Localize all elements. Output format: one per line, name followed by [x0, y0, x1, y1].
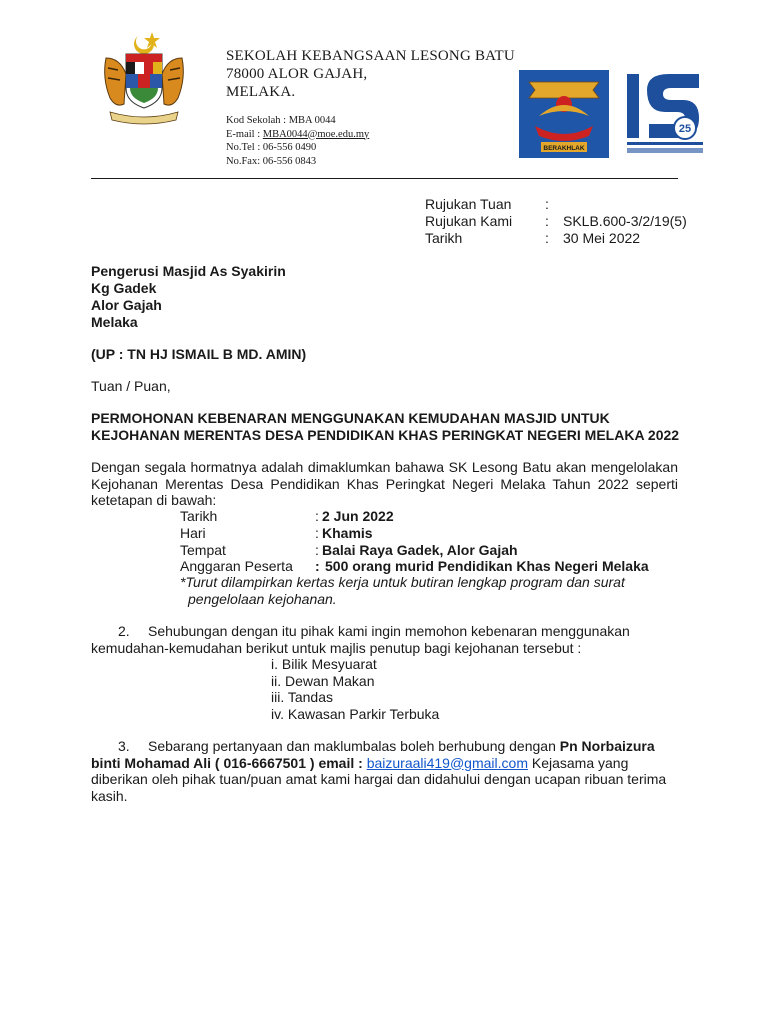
recipient-address [91, 263, 286, 331]
detail-label: Hari [180, 525, 206, 541]
school-email-label: E-mail : [226, 128, 263, 140]
note-line-1: *Turut dilampirkan kertas kerja untuk butiran lengkap program dan surat [180, 574, 625, 590]
detail-colon: : [315, 525, 319, 541]
ref-colon: : [545, 196, 549, 212]
ref-colon: : [545, 230, 549, 246]
school-state: MELAKA. [226, 84, 296, 100]
para1-line-2: Kejohanan Merentas Desa Pendidikan Khas Peringkat Negeri Melaka Tahun 2022 seperti [91, 475, 678, 492]
detail-row-tempat [180, 542, 660, 559]
header-divider [91, 178, 678, 179]
facility-item: iii. Tandas [271, 689, 334, 706]
ref-row-rujukan-tuan [425, 196, 725, 213]
school-tel: No.Tel : 06-556 0490 [226, 142, 317, 153]
is25-text: 25 [678, 123, 692, 135]
recipient-line-4: Melaka [91, 314, 138, 330]
para3-text-2: Kejasama yang [527, 754, 629, 771]
contact-person-name: Pn Norbaizura [559, 738, 655, 754]
school-postcode-city: 78000 ALOR GAJAH, [226, 66, 368, 82]
para1-line-3: ketetapan di bawah: [91, 492, 217, 508]
recipient-line-2: Kg Gadek [91, 280, 157, 296]
ref-label: Tarikh [425, 230, 463, 246]
paragraph-2 [91, 623, 630, 656]
ref-label: Rujukan Tuan [425, 196, 512, 212]
recipient-attention: (UP : TN HJ ISMAIL B MD. AMIN) [91, 346, 307, 362]
school-email-link[interactable]: MBA0044@moe.edu.my [262, 128, 370, 140]
detail-value: Balai Raya Gadek, Alor Gajah [322, 542, 518, 558]
contact-email-link[interactable]: baizuraali419@gmail.com [366, 754, 528, 771]
attachment-note [180, 574, 625, 608]
detail-label: Tempat [180, 542, 226, 558]
detail-label: Tarikh [180, 508, 218, 524]
detail-row-hari [180, 525, 660, 542]
school-code: Kod Sekolah : MBA 0044 [226, 115, 336, 126]
detail-row-anggaran-peserta [180, 558, 660, 575]
facility-item: ii. Dewan Makan [271, 672, 375, 689]
school-fax: No.Fax: 06-556 0843 [226, 155, 317, 167]
facility-item: i. Bilik Mesyuarat [271, 656, 377, 672]
salutation: Tuan / Puan, [91, 378, 171, 394]
ref-value: 30 Mei 2022 [563, 230, 641, 246]
paragraph-3 [91, 738, 681, 804]
malaysia-coat-of-arms-icon [98, 28, 190, 128]
subject-heading [91, 410, 679, 444]
detail-value: 500 orang murid Pendidikan Khas Negeri Melaka [325, 558, 649, 574]
detail-colon: : [315, 558, 320, 574]
ref-colon: : [545, 213, 549, 229]
ref-row-rujukan-kami [425, 213, 725, 230]
para3-line-3: diberikan oleh pihak tuan/puan amat kami hargai dan didahului dengan ucapan ribuan terima [91, 771, 667, 787]
school-badge-text: BERAKHLAK [543, 145, 585, 152]
detail-label: Anggaran Peserta [180, 558, 293, 574]
facilities-list [271, 656, 439, 723]
para2-line-2: kemudahan-kemudahan berikut untuk majlis penutup bagi kejohanan tersebut : [91, 639, 582, 656]
detail-value: Khamis [322, 525, 373, 541]
para3-line-1 [91, 738, 681, 755]
para2-number: 2. [118, 623, 130, 639]
recipient-line-3: Alor Gajah [91, 297, 162, 313]
recipient-line-1: Pengerusi Masjid As Syakirin [91, 263, 286, 279]
school-name: SEKOLAH KEBANGSAAN LESONG BATU [226, 48, 515, 64]
note-line-2: pengelolaan kejohanan. [188, 591, 337, 607]
school-badge-logo-icon [519, 70, 609, 158]
ref-label: Rujukan Kami [425, 213, 513, 229]
detail-colon: : [315, 542, 319, 558]
para2-text-1: Sehubungan dengan itu pihak kami ingin memohon kebenaran menggunakan [148, 623, 630, 639]
contact-person-details: binti Mohamad Ali ( 016-6667501 ) email : [91, 754, 367, 771]
is25-logo-icon [625, 70, 705, 156]
para3-number: 3. [118, 738, 130, 754]
detail-value: 2 Jun 2022 [322, 508, 394, 524]
school-email-line [226, 128, 369, 141]
subject-line-2: KEJOHANAN MERENTAS DESA PENDIDIKAN KHAS PERINGKAT NEGERI MELAKA 2022 [91, 427, 680, 443]
para2-line-1 [91, 623, 630, 640]
para3-text-1: Sebarang pertanyaan dan maklumbalas boleh berhubung dengan [148, 738, 560, 754]
ref-value: SKLB.600-3/2/19(5) [563, 213, 687, 229]
ref-row-tarikh [425, 230, 725, 247]
para3-line-4: kasih. [91, 787, 128, 804]
facility-item: iv. Kawasan Parkir Terbuka [271, 706, 440, 723]
para3-line-2 [91, 755, 681, 772]
paragraph-1 [91, 459, 678, 509]
detail-colon: : [315, 508, 319, 524]
para1-line-1: Dengan segala hormatnya adalah dimaklumkan bahawa SK Lesong Batu akan mengelolakan [91, 459, 678, 475]
subject-line-1: PERMOHONAN KEBENARAN MENGGUNAKAN KEMUDAHAN MASJID UNTUK [91, 410, 610, 426]
detail-row-tarikh [180, 508, 660, 525]
